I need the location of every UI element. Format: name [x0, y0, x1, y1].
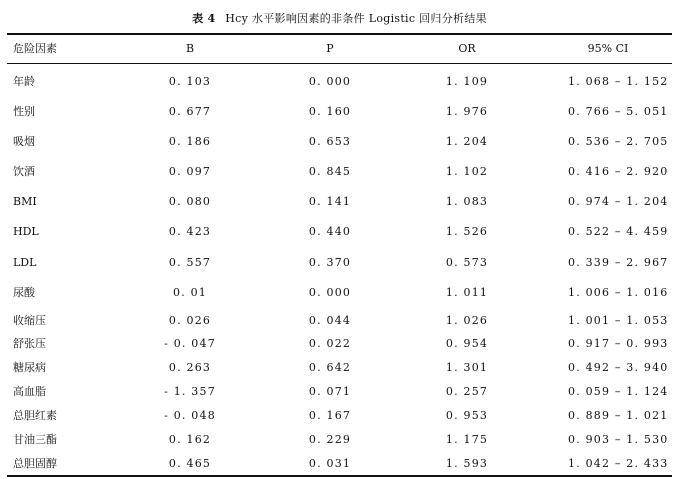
- row-p-cell: 0. 370: [308, 256, 352, 269]
- row-b-cell: 0. 557: [168, 256, 212, 269]
- row-factor-cell: 饮酒: [13, 165, 35, 178]
- row-factor-cell: 年龄: [13, 75, 35, 88]
- row-b-cell: 0. 080: [168, 195, 212, 208]
- row-or-cell: 1. 204: [445, 135, 489, 148]
- row-p-cell: 0. 000: [308, 286, 352, 299]
- row-or-cell: 1. 301: [445, 361, 489, 374]
- header-p: P: [326, 42, 334, 55]
- row-p-cell: 0. 229: [308, 433, 352, 446]
- table-number: 表 4: [192, 12, 216, 25]
- row-p-cell: 0. 044: [308, 314, 352, 327]
- row-factor-cell: 吸烟: [13, 135, 35, 148]
- row-factor-cell: 收缩压: [13, 314, 46, 327]
- table-header-rule: [7, 63, 672, 64]
- row-p-cell: 0. 000: [308, 75, 352, 88]
- row-or-cell: 0. 257: [445, 385, 489, 398]
- row-b-cell: - 0. 048: [164, 409, 216, 422]
- row-b-cell: 0. 465: [168, 457, 212, 470]
- table-row: [0, 256, 679, 270]
- row-or-cell: 1. 109: [445, 75, 489, 88]
- table-row: [0, 314, 679, 328]
- row-ci-cell: 0. 903 – 1. 530: [568, 433, 669, 446]
- table-title: Hcy 水平影响因素的非条件 Logistic 回归分析结果: [225, 12, 487, 25]
- row-b-cell: - 1. 357: [164, 385, 216, 398]
- table-row: [0, 361, 679, 375]
- row-or-cell: 0. 573: [445, 256, 489, 269]
- table-row: [0, 195, 679, 209]
- row-or-cell: 0. 953: [445, 409, 489, 422]
- row-factor-cell: 舒张压: [13, 337, 46, 350]
- table-row: [0, 135, 679, 149]
- row-or-cell: 1. 083: [445, 195, 489, 208]
- table-row: [0, 337, 679, 351]
- row-ci-cell: 0. 059 – 1. 124: [568, 385, 669, 398]
- row-ci-cell: 0. 492 – 3. 940: [568, 361, 669, 374]
- table-row: [0, 457, 679, 471]
- row-or-cell: 0. 954: [445, 337, 489, 350]
- row-factor-cell: 总胆固醇: [13, 457, 57, 470]
- table-row: [0, 165, 679, 179]
- row-b-cell: 0. 026: [168, 314, 212, 327]
- row-ci-cell: 0. 522 – 4. 459: [568, 225, 669, 238]
- row-factor-cell: 甘油三酯: [13, 433, 57, 446]
- table-row: [0, 385, 679, 399]
- row-b-cell: 0. 162: [168, 433, 212, 446]
- table-header-row: [0, 38, 679, 60]
- row-p-cell: 0. 167: [308, 409, 352, 422]
- row-p-cell: 0. 160: [308, 105, 352, 118]
- table-row: [0, 105, 679, 119]
- row-p-cell: 0. 653: [308, 135, 352, 148]
- row-or-cell: 1. 175: [445, 433, 489, 446]
- table-row: [0, 286, 679, 300]
- row-or-cell: 1. 102: [445, 165, 489, 178]
- row-p-cell: 0. 141: [308, 195, 352, 208]
- table-bottom-rule: [7, 475, 672, 477]
- row-ci-cell: 0. 536 – 2. 705: [568, 135, 669, 148]
- table-row: [0, 225, 679, 239]
- row-ci-cell: 1. 006 – 1. 016: [568, 286, 669, 299]
- row-ci-cell: 1. 042 – 2. 433: [568, 457, 669, 470]
- row-or-cell: 1. 526: [445, 225, 489, 238]
- row-p-cell: 0. 022: [308, 337, 352, 350]
- table-top-rule: [7, 33, 672, 35]
- row-b-cell: - 0. 047: [164, 337, 216, 350]
- table-row: [0, 75, 679, 89]
- row-ci-cell: 1. 068 – 1. 152: [568, 75, 669, 88]
- header-risk-factor: 危险因素: [13, 42, 57, 55]
- row-p-cell: 0. 642: [308, 361, 352, 374]
- row-ci-cell: 0. 889 – 1. 021: [568, 409, 669, 422]
- row-b-cell: 0. 097: [168, 165, 212, 178]
- row-factor-cell: BMI: [13, 195, 37, 208]
- row-ci-cell: 0. 766 – 5. 051: [568, 105, 669, 118]
- row-p-cell: 0. 031: [308, 457, 352, 470]
- row-factor-cell: 糖尿病: [13, 361, 46, 374]
- table-caption: [0, 10, 679, 26]
- row-ci-cell: 0. 339 – 2. 967: [568, 256, 669, 269]
- row-factor-cell: HDL: [13, 225, 39, 238]
- row-or-cell: 1. 011: [445, 286, 489, 299]
- header-or: OR: [458, 42, 476, 55]
- header-b: B: [185, 42, 195, 55]
- table-row: [0, 409, 679, 423]
- row-b-cell: 0. 677: [168, 105, 212, 118]
- table-row: [0, 433, 679, 447]
- row-ci-cell: 0. 974 – 1. 204: [568, 195, 669, 208]
- row-ci-cell: 0. 917 – 0. 993: [568, 337, 669, 350]
- header-ci: 95% CI: [587, 42, 629, 55]
- row-factor-cell: LDL: [13, 256, 37, 269]
- row-b-cell: 0. 263: [168, 361, 212, 374]
- row-factor-cell: 性别: [13, 105, 35, 118]
- row-p-cell: 0. 071: [308, 385, 352, 398]
- row-b-cell: 0. 186: [168, 135, 212, 148]
- row-or-cell: 1. 976: [445, 105, 489, 118]
- row-p-cell: 0. 845: [308, 165, 352, 178]
- row-factor-cell: 尿酸: [13, 286, 35, 299]
- row-b-cell: 0. 103: [168, 75, 212, 88]
- row-b-cell: 0. 423: [168, 225, 212, 238]
- row-factor-cell: 高血脂: [13, 385, 46, 398]
- row-ci-cell: 1. 001 – 1. 053: [568, 314, 669, 327]
- row-ci-cell: 0. 416 – 2. 920: [568, 165, 669, 178]
- row-or-cell: 1. 593: [445, 457, 489, 470]
- row-b-cell: 0. 01: [173, 286, 207, 299]
- row-factor-cell: 总胆红素: [13, 409, 57, 422]
- row-or-cell: 1. 026: [445, 314, 489, 327]
- row-p-cell: 0. 440: [308, 225, 352, 238]
